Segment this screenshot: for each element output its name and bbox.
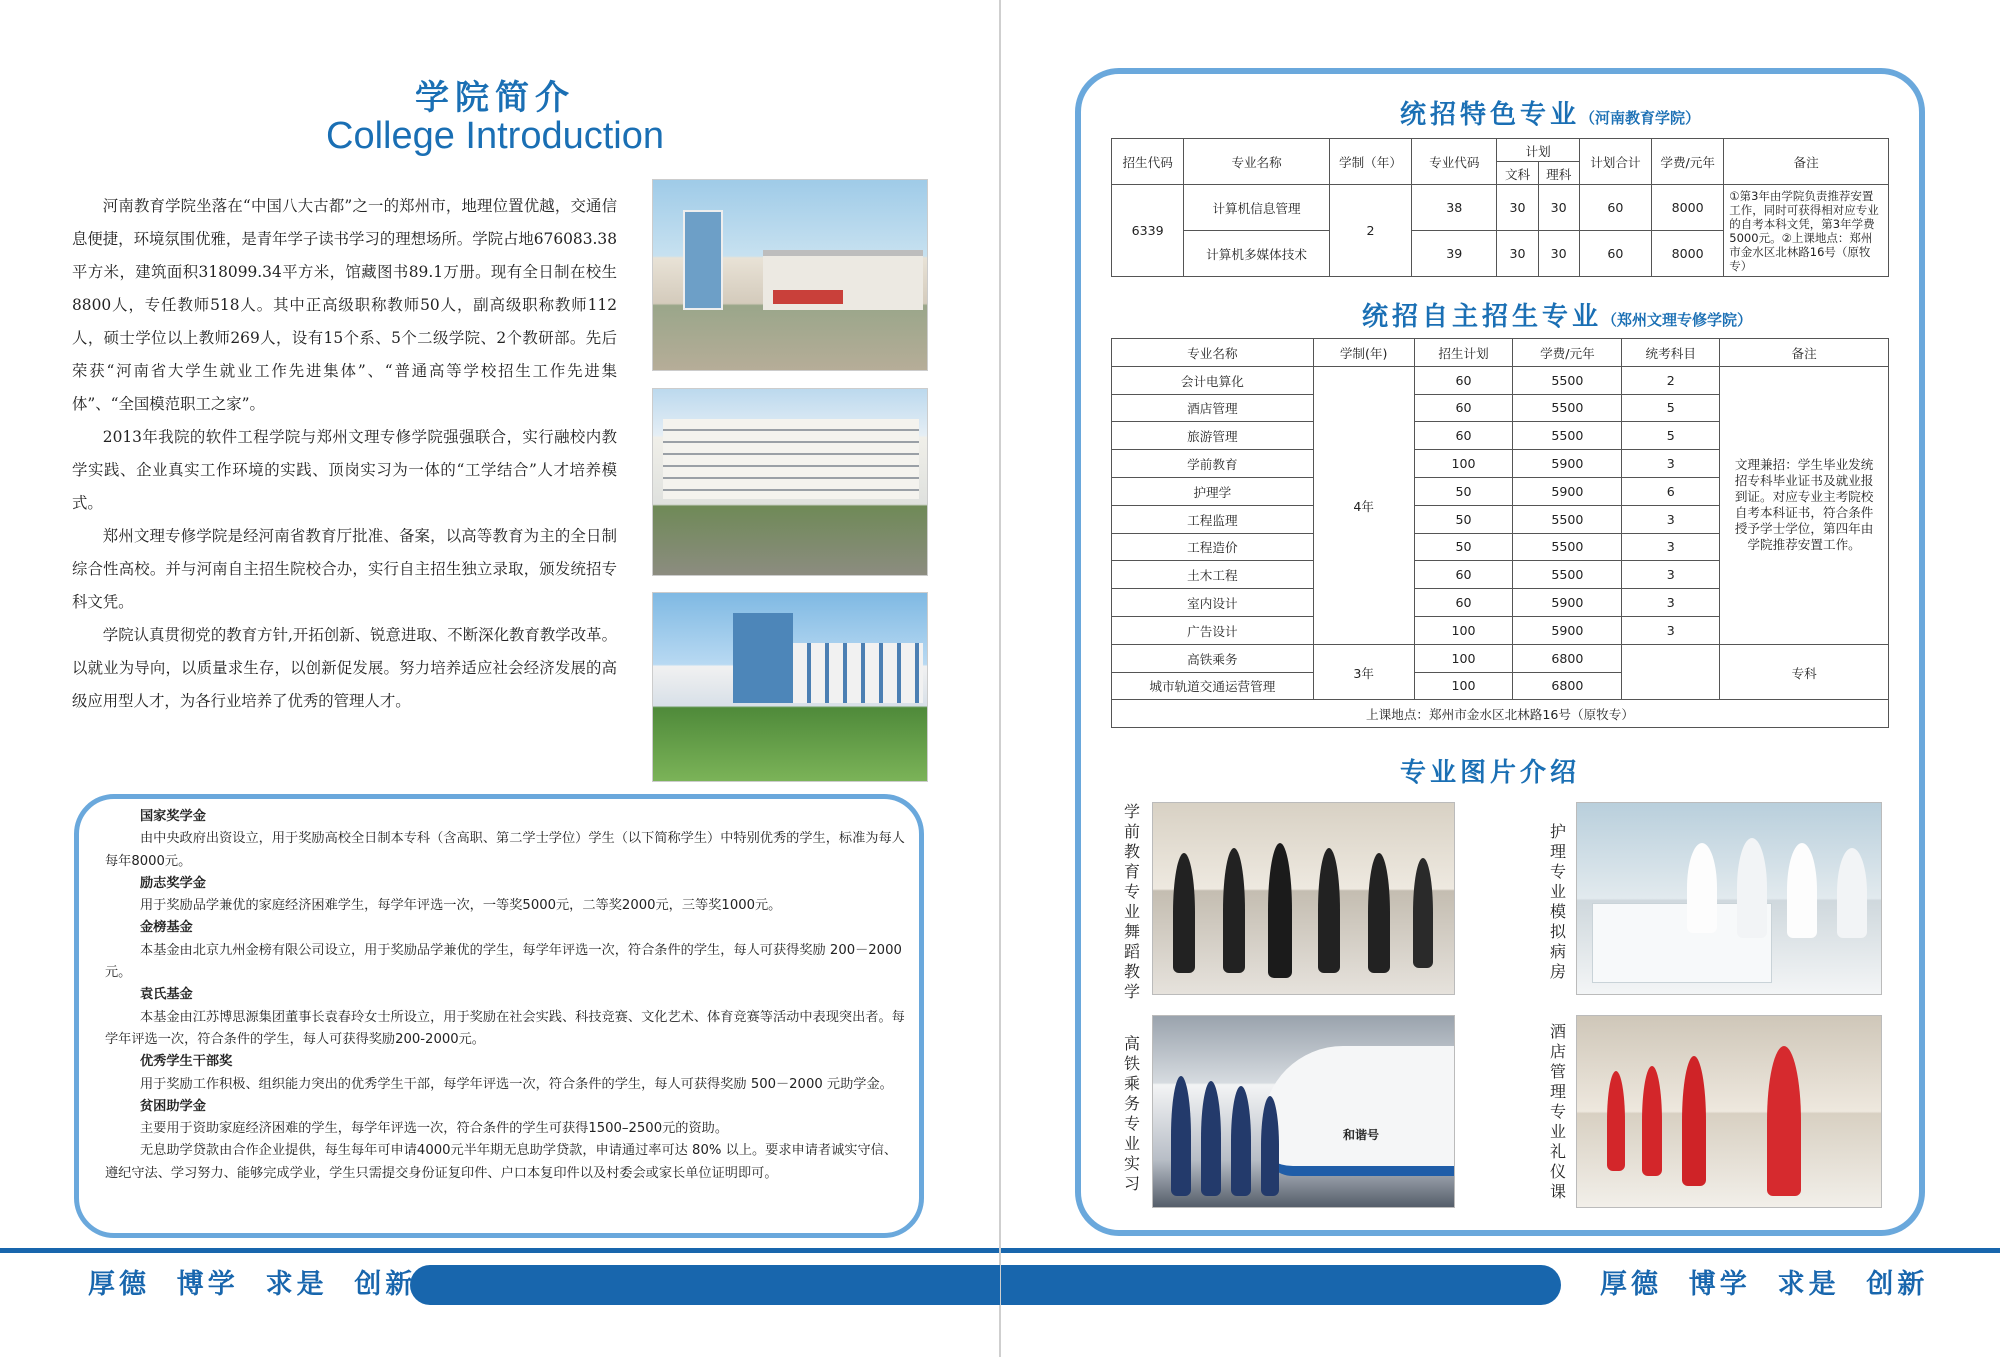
table-cell: 3 — [1622, 616, 1720, 644]
scholarship-text: 本基金由北京九州金榜有限公司设立，用于奖励品学兼优的学生，每学年评选一次，符合条件的学生，每人可获得奖励 200－2000 元。 — [105, 942, 902, 981]
campus-photo-library — [652, 592, 928, 782]
table-cell: 旅游管理 — [1112, 422, 1314, 450]
photo-high-speed-rail — [1152, 1015, 1455, 1208]
table-cell: 3 — [1622, 561, 1720, 589]
table-cell: 5900 — [1513, 589, 1622, 617]
table-cell: 6800 — [1513, 672, 1622, 700]
table-cell: 60 — [1579, 231, 1651, 277]
table-cell: 50 — [1414, 505, 1513, 533]
intro-paragraph: 学院认真贯彻党的教育方针,开拓创新、锐意进取、不断深化教育教学改革。以就业为导向，以质量求生存，以创新促发展。努力培养适应社会经济发展的高级应用型人才，为各行业培养了优秀的管理人才。 — [72, 626, 617, 710]
table-note: ①第3年由学院负责推荐安置工作，同时可获得相对应专业的自考本科文凭，第3年学费5000元。②上课地点：郑州市金水区北林路16号（原牧专） — [1724, 185, 1889, 277]
table-cell: 6800 — [1513, 644, 1622, 672]
scholarship-heading: 袁氏基金 — [140, 987, 193, 1003]
table-note: 文理兼招：学生毕业发统招专科毕业证书及就业报到证。对应专业主考院校自考本科证书，符合条件授予学士学位，第四年由学院推荐安置工作。 — [1720, 366, 1889, 644]
table-header: 学制（年） — [1329, 139, 1411, 185]
train-label: 和谐号 — [1343, 1128, 1380, 1142]
table-cell: 室内设计 — [1112, 589, 1314, 617]
section-title-text: 统招特色专业 — [1400, 100, 1581, 130]
scholarship-text: 本基金由江苏博思源集团董事长袁春玲女士所设立，用于奖励在社会实践、科技竞赛、文化艺术、体育竞赛等活动中表现突出者。每学年评选一次，符合条件的学生，每人可获得奖励200-2000元。 — [105, 1009, 905, 1047]
table-cell: 30 — [1538, 185, 1579, 231]
table-cell: 100 — [1414, 644, 1513, 672]
table-cell: 3 — [1622, 450, 1720, 478]
college-introduction — [72, 190, 617, 718]
table-cell: 50 — [1414, 477, 1513, 505]
table-cell: 5900 — [1513, 450, 1622, 478]
scholarship-text: 主要用于资助家庭经济困难的学生，每学年评选一次，符合条件的学生可获得1500–2500元的资助。 — [140, 1121, 729, 1137]
motto-left: 厚德 博学 求是 创新 — [88, 1269, 417, 1300]
table-header: 文科 — [1497, 162, 1538, 185]
table-cell: 5900 — [1513, 616, 1622, 644]
table-header: 统考科目 — [1622, 339, 1720, 367]
section-title-featured-majors — [1400, 94, 1700, 131]
table-cell: 8000 — [1652, 231, 1724, 277]
scholarship-text: 由中央政府出资设立，用于奖励高校全日制本专科（含高职、第二学士学位）学生（以下简称学生）中特别优秀的学生，标准为每人每年8000元。 — [105, 831, 905, 869]
table-cell: 30 — [1497, 185, 1538, 231]
table-note: 专科 — [1720, 644, 1889, 700]
scholarship-heading: 国家奖学金 — [140, 809, 206, 824]
footer-band-left — [0, 1248, 999, 1253]
table-cell: 39 — [1412, 231, 1497, 277]
table-cell: 60 — [1414, 394, 1513, 422]
table-cell: 5 — [1622, 422, 1720, 450]
table-header: 学费/元年 — [1652, 139, 1724, 185]
table-cell: 5500 — [1513, 505, 1622, 533]
intro-paragraph: 郑州文理专修学院是经河南省教育厅批准、备案，以高等教育为主的全日制综合性高校。并与河南自主招生院校合办，实行自主招生独立录取，颁发统招专科文凭。 — [72, 527, 617, 611]
table-header: 计划合计 — [1579, 139, 1651, 185]
section-title-photos: 专业图片介绍 — [1400, 758, 1581, 788]
page-subtitle: College Introduction — [326, 115, 664, 157]
table-cell: 2 — [1329, 185, 1411, 277]
table-cell: 2 — [1622, 366, 1720, 394]
table-cell: 100 — [1414, 672, 1513, 700]
table-cell: 100 — [1414, 616, 1513, 644]
section-subtitle: （郑州文理专修学院） — [1602, 312, 1753, 329]
section-title-text: 统招自主招生专业 — [1362, 302, 1603, 332]
table-cell: 5500 — [1513, 394, 1622, 422]
table-header: 专业名称 — [1112, 339, 1314, 367]
table-cell: 50 — [1414, 533, 1513, 561]
footer-pill-left — [410, 1265, 1000, 1305]
table-header: 招生计划 — [1414, 339, 1513, 367]
page-title: 学院简介 — [415, 78, 575, 118]
table-cell: 工程造价 — [1112, 533, 1314, 561]
table-cell: 计算机信息管理 — [1184, 185, 1330, 231]
table-header: 招生代码 — [1112, 139, 1184, 185]
table-cell: 工程监理 — [1112, 505, 1314, 533]
table-row — [1112, 644, 1889, 672]
table-cell: 学前教育 — [1112, 450, 1314, 478]
table-cell: 5500 — [1513, 533, 1622, 561]
table-cell: 30 — [1497, 231, 1538, 277]
photo-nursing-ward — [1576, 802, 1882, 995]
campus-photo-dormitory — [652, 388, 928, 576]
table-cell: 100 — [1414, 450, 1513, 478]
table-cell: 60 — [1414, 589, 1513, 617]
table-cell: 5900 — [1513, 477, 1622, 505]
table-cell: 60 — [1414, 366, 1513, 394]
table-cell: 计算机多媒体技术 — [1184, 231, 1330, 277]
table-cell: 30 — [1538, 231, 1579, 277]
scholarship-heading: 励志奖学金 — [140, 875, 206, 891]
table-footer: 上课地点：郑州市金水区北林路16号（原牧专） — [1112, 700, 1889, 728]
table-cell: 酒店管理 — [1112, 394, 1314, 422]
table-cell: 土木工程 — [1112, 561, 1314, 589]
section-subtitle: （河南教育学院） — [1580, 110, 1701, 127]
table-cell: 6339 — [1112, 185, 1184, 277]
table-cell: 5 — [1622, 394, 1720, 422]
photo-dance-class — [1152, 802, 1455, 995]
scholarship-text: 用于奖励工作积极、组织能力突出的优秀学生干部，每学年评选一次，符合条件的学生，每人可获得奖励 500－2000 元助学金。 — [140, 1076, 893, 1092]
table-cell: 38 — [1412, 185, 1497, 231]
table-cell: 60 — [1579, 185, 1651, 231]
table-cell: 城市轨道交通运营管理 — [1112, 672, 1314, 700]
table-header: 专业代码 — [1412, 139, 1497, 185]
table-cell: 护理学 — [1112, 477, 1314, 505]
scholarship-heading: 贫困助学金 — [140, 1098, 206, 1114]
table-row — [1112, 366, 1889, 394]
photo-caption: 护理专业模拟病房 — [1549, 822, 1566, 981]
table-cell: 8000 — [1652, 185, 1724, 231]
photo-caption: 学前教育专业舞蹈教学 — [1123, 802, 1140, 1001]
table-header: 备注 — [1720, 339, 1889, 367]
scholarship-heading: 优秀学生干部奖 — [140, 1054, 233, 1070]
scholarship-heading: 金榜基金 — [140, 920, 193, 936]
table-cell: 会计电算化 — [1112, 366, 1314, 394]
table-cell: 5500 — [1513, 422, 1622, 450]
table-cell: 5500 — [1513, 366, 1622, 394]
photo-hotel-etiquette — [1576, 1015, 1882, 1208]
table-header: 学费/元年 — [1513, 339, 1622, 367]
intro-paragraph: 2013年我院的软件工程学院与郑州文理专修学院强强联合，实行融校内教学实践、企业真实工作环境的实践、顶岗实习为一体的“工学结合”人才培养模式。 — [72, 428, 617, 512]
table-header: 备注 — [1724, 139, 1889, 185]
intro-paragraph: 河南教育学院坐落在“中国八大古都”之一的郑州市，地理位置优越，交通信息便捷，环境氛围优雅，是青年学子读书学习的理想场所。学院占地676083.38平方米，建筑面积318099.34平方米，馆藏图书89.1万册。现有全日制在校生8800人，专任教师518人。其中正高级职称教师50人，副高级职称教师112人，硕士学位以上教师269人，设有15个系、5个二级学院、2个教研部。先后荣获“河南省大学生就业工作先进集体”、“普通高等学校招生工作先进集体”、“全国模范职工之家”。 — [72, 197, 617, 413]
page-fold — [999, 0, 1001, 1357]
scholarship-list — [105, 806, 905, 1185]
table-cell: 广告设计 — [1112, 616, 1314, 644]
table-header: 专业名称 — [1184, 139, 1330, 185]
motto-right: 厚德 博学 求是 创新 — [1600, 1269, 1929, 1300]
table-cell: 6 — [1622, 477, 1720, 505]
table-cell: 3 — [1622, 589, 1720, 617]
campus-photo-building — [652, 179, 928, 371]
photo-caption: 高铁乘务专业实习 — [1123, 1034, 1140, 1193]
table-cell: 60 — [1414, 561, 1513, 589]
table-cell: 3 — [1622, 505, 1720, 533]
table-cell: 3 — [1622, 533, 1720, 561]
section-title-independent-majors — [1362, 296, 1752, 333]
photo-caption: 酒店管理专业礼仪课 — [1549, 1022, 1566, 1201]
table-cell — [1622, 644, 1720, 700]
table-header: 理科 — [1538, 162, 1579, 185]
table-cell: 高铁乘务 — [1112, 644, 1314, 672]
table-header: 计划 — [1497, 139, 1579, 162]
table-cell: 4年 — [1313, 366, 1414, 644]
scholarship-text: 用于奖励品学兼优的家庭经济困难学生，每学年评选一次，一等奖5000元，二等奖2000元，三等奖1000元。 — [140, 898, 782, 914]
table-cell: 3年 — [1313, 644, 1414, 700]
table-header: 学制(年) — [1313, 339, 1414, 367]
table-cell: 60 — [1414, 422, 1513, 450]
footer-band-right — [1001, 1248, 2000, 1253]
featured-majors-table — [1111, 138, 1889, 277]
independent-majors-table — [1111, 338, 1889, 728]
footer-pill-right — [1001, 1265, 1561, 1305]
table-cell: 5500 — [1513, 561, 1622, 589]
loan-text: 无息助学贷款由合作企业提供，每生每年可申请4000元半年期无息助学贷款，申请通过率可达 80% 以上。要求申请者诚实守信、遵纪守法、学习努力、能够完成学业，学生只需提交身份证复印件、户口本复印件以及村委会或家长单位证明即可。 — [105, 1143, 898, 1181]
